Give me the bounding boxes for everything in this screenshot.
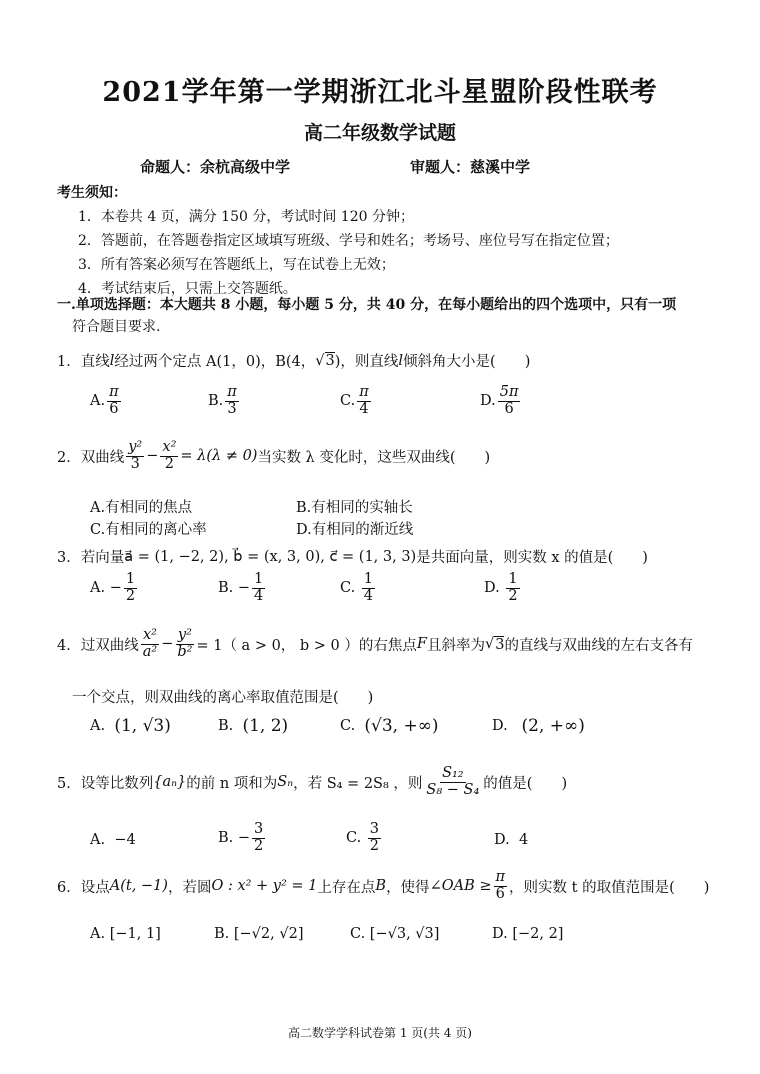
notice-item: 2．答题前，在答题卷指定区域填写班级、学号和姓名；考场号、座位号写在指定位置； <box>78 233 619 249</box>
denominator: a² <box>142 643 158 660</box>
fraction <box>175 628 194 661</box>
q5-sn: Sₙ <box>277 774 294 791</box>
numerator: π <box>109 384 119 400</box>
denominator: 2 <box>125 587 136 604</box>
exam-title: 2021学年第一学期浙江北斗星盟阶段性联考 <box>102 77 658 108</box>
option-value: (1, √3) <box>114 716 171 736</box>
numerator: x² <box>162 439 177 455</box>
q1-line-l2: l <box>398 352 404 369</box>
q2-equation: = λ(λ ≠ 0) <box>180 448 258 465</box>
option-label: B. <box>208 393 224 410</box>
q4-pre: 4．过双曲线 <box>57 637 139 654</box>
notice-item: 1．本卷共 4 页，满分 150 分，考试时间 120 分钟； <box>78 209 414 225</box>
q6-post: ，则实数 t 的取值范围是( ) <box>509 879 710 896</box>
option-value: −4 <box>114 832 136 848</box>
q5-pre: 5．设等比数列 <box>57 775 154 792</box>
numerator: 3 <box>254 821 264 837</box>
denominator: 6 <box>495 885 505 902</box>
option-label: D. <box>484 580 500 597</box>
fraction <box>368 822 381 855</box>
numerator: y² <box>128 439 143 455</box>
minus-sign: − <box>109 580 122 597</box>
denominator: 2 <box>254 837 264 854</box>
q1-sqrt: 3 <box>325 353 335 369</box>
q1-option-a <box>90 385 123 418</box>
q5-option-a <box>90 832 136 848</box>
q1-pre: 1．直线 <box>57 354 110 370</box>
q1-option-c <box>340 385 373 418</box>
page-footer: 高二数学学科试卷第 1 页(共 4 页) <box>288 1026 472 1040</box>
option-label: C. <box>340 580 356 597</box>
q5-option-c <box>346 822 383 855</box>
fraction <box>252 572 265 605</box>
section-heading <box>57 294 676 314</box>
reviewer-info: 审题人：慈溪中学 <box>410 158 531 176</box>
q3-option-c <box>340 572 377 605</box>
denominator: 6 <box>504 400 514 417</box>
option-value: (√3, +∞) <box>364 716 439 736</box>
minus-sign: − <box>146 448 159 465</box>
question-1: 1．直线 l 经过两个定点 A(1，0)，B(4， √ 3 )，则直线 l 倾斜角大小是( ) <box>57 350 530 371</box>
q4-focus: F <box>416 636 427 653</box>
q1-post1: )，则直线 <box>334 354 399 370</box>
numerator: y² <box>177 627 192 643</box>
q5-sequence: {aₙ} <box>153 774 187 791</box>
fraction <box>362 572 375 605</box>
q2-post: 当实数 λ 变化时，这些双曲线( ) <box>257 449 491 466</box>
q6-mid1: ，若圆 <box>167 879 212 896</box>
q6-option-c <box>350 926 439 942</box>
denominator: 2 <box>164 455 175 472</box>
q6-circle: O : x² + y² = 1 <box>211 878 318 895</box>
section-line1: 一.单项选择题：本大题共 8 小题，每小题 5 分，共 40 分，在每小题给出的四个选项中，只有一项 <box>57 297 677 313</box>
q1-post2: 倾斜角大小是( ) <box>403 354 531 370</box>
minus-sign: − <box>161 636 174 653</box>
q4-option-a <box>90 716 171 736</box>
option-value: [−2, 2] <box>512 926 564 942</box>
denominator: 2 <box>369 837 380 854</box>
q3-pre: 3．若向量 <box>57 550 125 566</box>
option-value: 4 <box>518 832 529 848</box>
q6-mid3: ，使得 <box>386 879 430 896</box>
q5-option-d <box>494 832 528 848</box>
fraction <box>506 572 519 605</box>
numerator: 3 <box>369 821 380 837</box>
numerator: S₁₂ <box>442 765 464 781</box>
option-label: C. <box>346 830 362 847</box>
q6-point-a: A(t, −1) <box>109 878 168 895</box>
numerator: 1 <box>508 571 518 587</box>
option-label: D. <box>492 718 508 734</box>
fraction <box>424 766 481 799</box>
question-3 <box>57 546 648 567</box>
question-4-cont: 一个交点，则双曲线的离心率取值范围是( ) <box>72 690 374 706</box>
q6-option-d <box>492 926 563 942</box>
option-value: (1, 2) <box>242 716 289 736</box>
denominator: 3 <box>227 400 237 417</box>
option-label: D. <box>480 393 496 410</box>
q3-vectors: a⃗ = (1, −2, 2), b⃗ = (x, 3, 0), c⃗ = (1, 3, 3) <box>124 548 417 565</box>
option-label: C. <box>340 393 356 410</box>
denominator: 3 <box>130 455 140 472</box>
q5-post: 的值是( ) <box>483 775 568 792</box>
question-6 <box>57 870 709 903</box>
option-label: B. <box>218 580 234 597</box>
q1-option-b <box>208 385 241 418</box>
option-value: [−1, 1] <box>109 926 161 942</box>
fraction <box>126 440 144 473</box>
denominator: b² <box>177 643 193 660</box>
minus-sign: − <box>237 580 251 597</box>
q2-pre: 2．双曲线 <box>57 449 125 466</box>
denominator: S₈ − S₄ <box>426 781 480 798</box>
q4-sqrt: 3 <box>495 636 505 653</box>
numerator: π <box>495 869 506 885</box>
q5-mid2: ，若 S₄ = 2S₈ ，则 <box>293 775 423 792</box>
option-label: A. <box>90 832 106 848</box>
q4-option-d <box>492 716 585 736</box>
q3-option-d <box>484 572 522 605</box>
option-label: D. <box>494 832 510 848</box>
option-label: A. <box>90 718 106 734</box>
option-label: D. <box>492 926 508 942</box>
q2-option-b: B.有相同的实轴长 <box>296 500 413 516</box>
option-value: (2, +∞) <box>521 716 585 736</box>
numerator: 1 <box>363 571 374 587</box>
notice-item: 4．考试结束后，只需上交答题纸。 <box>78 281 297 297</box>
denominator: 2 <box>508 587 518 604</box>
q5-option-b <box>218 822 267 855</box>
option-label: A. <box>90 926 106 942</box>
option-label: A. <box>90 393 106 410</box>
option-label: B. <box>214 926 230 942</box>
q4-post: 的直线与双曲线的左右支各有 <box>504 637 693 654</box>
q6-point-b: B <box>375 878 387 895</box>
fraction <box>494 870 508 903</box>
q4-mid: 且斜率为 <box>426 637 485 654</box>
q4-option-b <box>218 716 288 736</box>
q6-pre: 6．设点 <box>57 879 110 896</box>
fraction <box>498 385 521 418</box>
q6-option-a <box>90 926 161 942</box>
q6-option-b <box>214 926 304 942</box>
q4-option-c <box>340 716 439 736</box>
fraction <box>141 628 159 661</box>
q1-line-l: l <box>109 352 115 369</box>
fraction <box>357 385 371 418</box>
question-2 <box>57 440 490 473</box>
q1-option-d <box>480 385 522 418</box>
fraction <box>252 822 265 855</box>
notice-heading: 考生须知： <box>57 185 127 201</box>
question-5 <box>57 766 567 799</box>
setter-info: 命题人：余杭高级中学 <box>140 158 291 176</box>
numerator: 1 <box>254 571 264 587</box>
option-label: C. <box>350 926 366 942</box>
fraction <box>225 385 239 418</box>
numerator: 5π <box>499 384 519 400</box>
denominator: 6 <box>109 400 119 417</box>
notice-item: 3．所有答案必须写在答题纸上，写在试卷上无效； <box>78 257 395 273</box>
q2-option-d: D.有相同的渐近线 <box>296 522 414 538</box>
numerator: π <box>359 384 369 400</box>
fraction <box>107 385 121 418</box>
exam-subtitle: 高二年级数学试题 <box>303 122 456 144</box>
option-label: B. <box>218 830 234 847</box>
denominator: 4 <box>363 587 374 604</box>
minus-sign: − <box>237 830 251 847</box>
fraction <box>124 572 137 605</box>
q3-post: 是共面向量，则实数 x 的值是( ) <box>416 550 648 566</box>
numerator: 1 <box>125 571 136 587</box>
q6-angle: ∠OAB ≥ <box>429 878 492 895</box>
q3-option-b <box>218 572 267 605</box>
q1-mid: 经过两个定点 A(1，0)，B(4， <box>114 354 316 370</box>
denominator: 4 <box>359 400 369 417</box>
q6-mid2: 上存在点 <box>317 879 376 896</box>
q5-mid1: 的前 n 项和为 <box>186 775 278 792</box>
q4-equation: = 1（ a > 0， b > 0 ）的右焦点 <box>196 637 417 654</box>
option-label: A. <box>90 580 106 597</box>
fraction <box>160 440 178 473</box>
option-label: C. <box>340 718 356 734</box>
option-value: [−√3, √3] <box>369 926 440 942</box>
q3-option-a <box>90 572 139 605</box>
denominator: 4 <box>254 587 264 604</box>
option-value: [−√2, √2] <box>233 926 304 942</box>
q2-option-c: C.有相同的离心率 <box>90 522 207 538</box>
section-heading-cont: 符合题目要求. <box>72 319 161 335</box>
numerator: x² <box>142 627 157 643</box>
q2-option-a: A.有相同的焦点 <box>90 500 193 516</box>
question-4: 4．过双曲线 $\frac{\text{x²}}{\text{a²}}$ − $\frac{\text{y²}}{\text{b²}}$ = 1（ a > 0， b > 0 ）的右焦点 F 且斜率为 √ 3 的直线与双曲线的左右支各有 <box>57 627 693 660</box>
option-label: B. <box>218 718 234 734</box>
numerator: π <box>227 384 237 400</box>
